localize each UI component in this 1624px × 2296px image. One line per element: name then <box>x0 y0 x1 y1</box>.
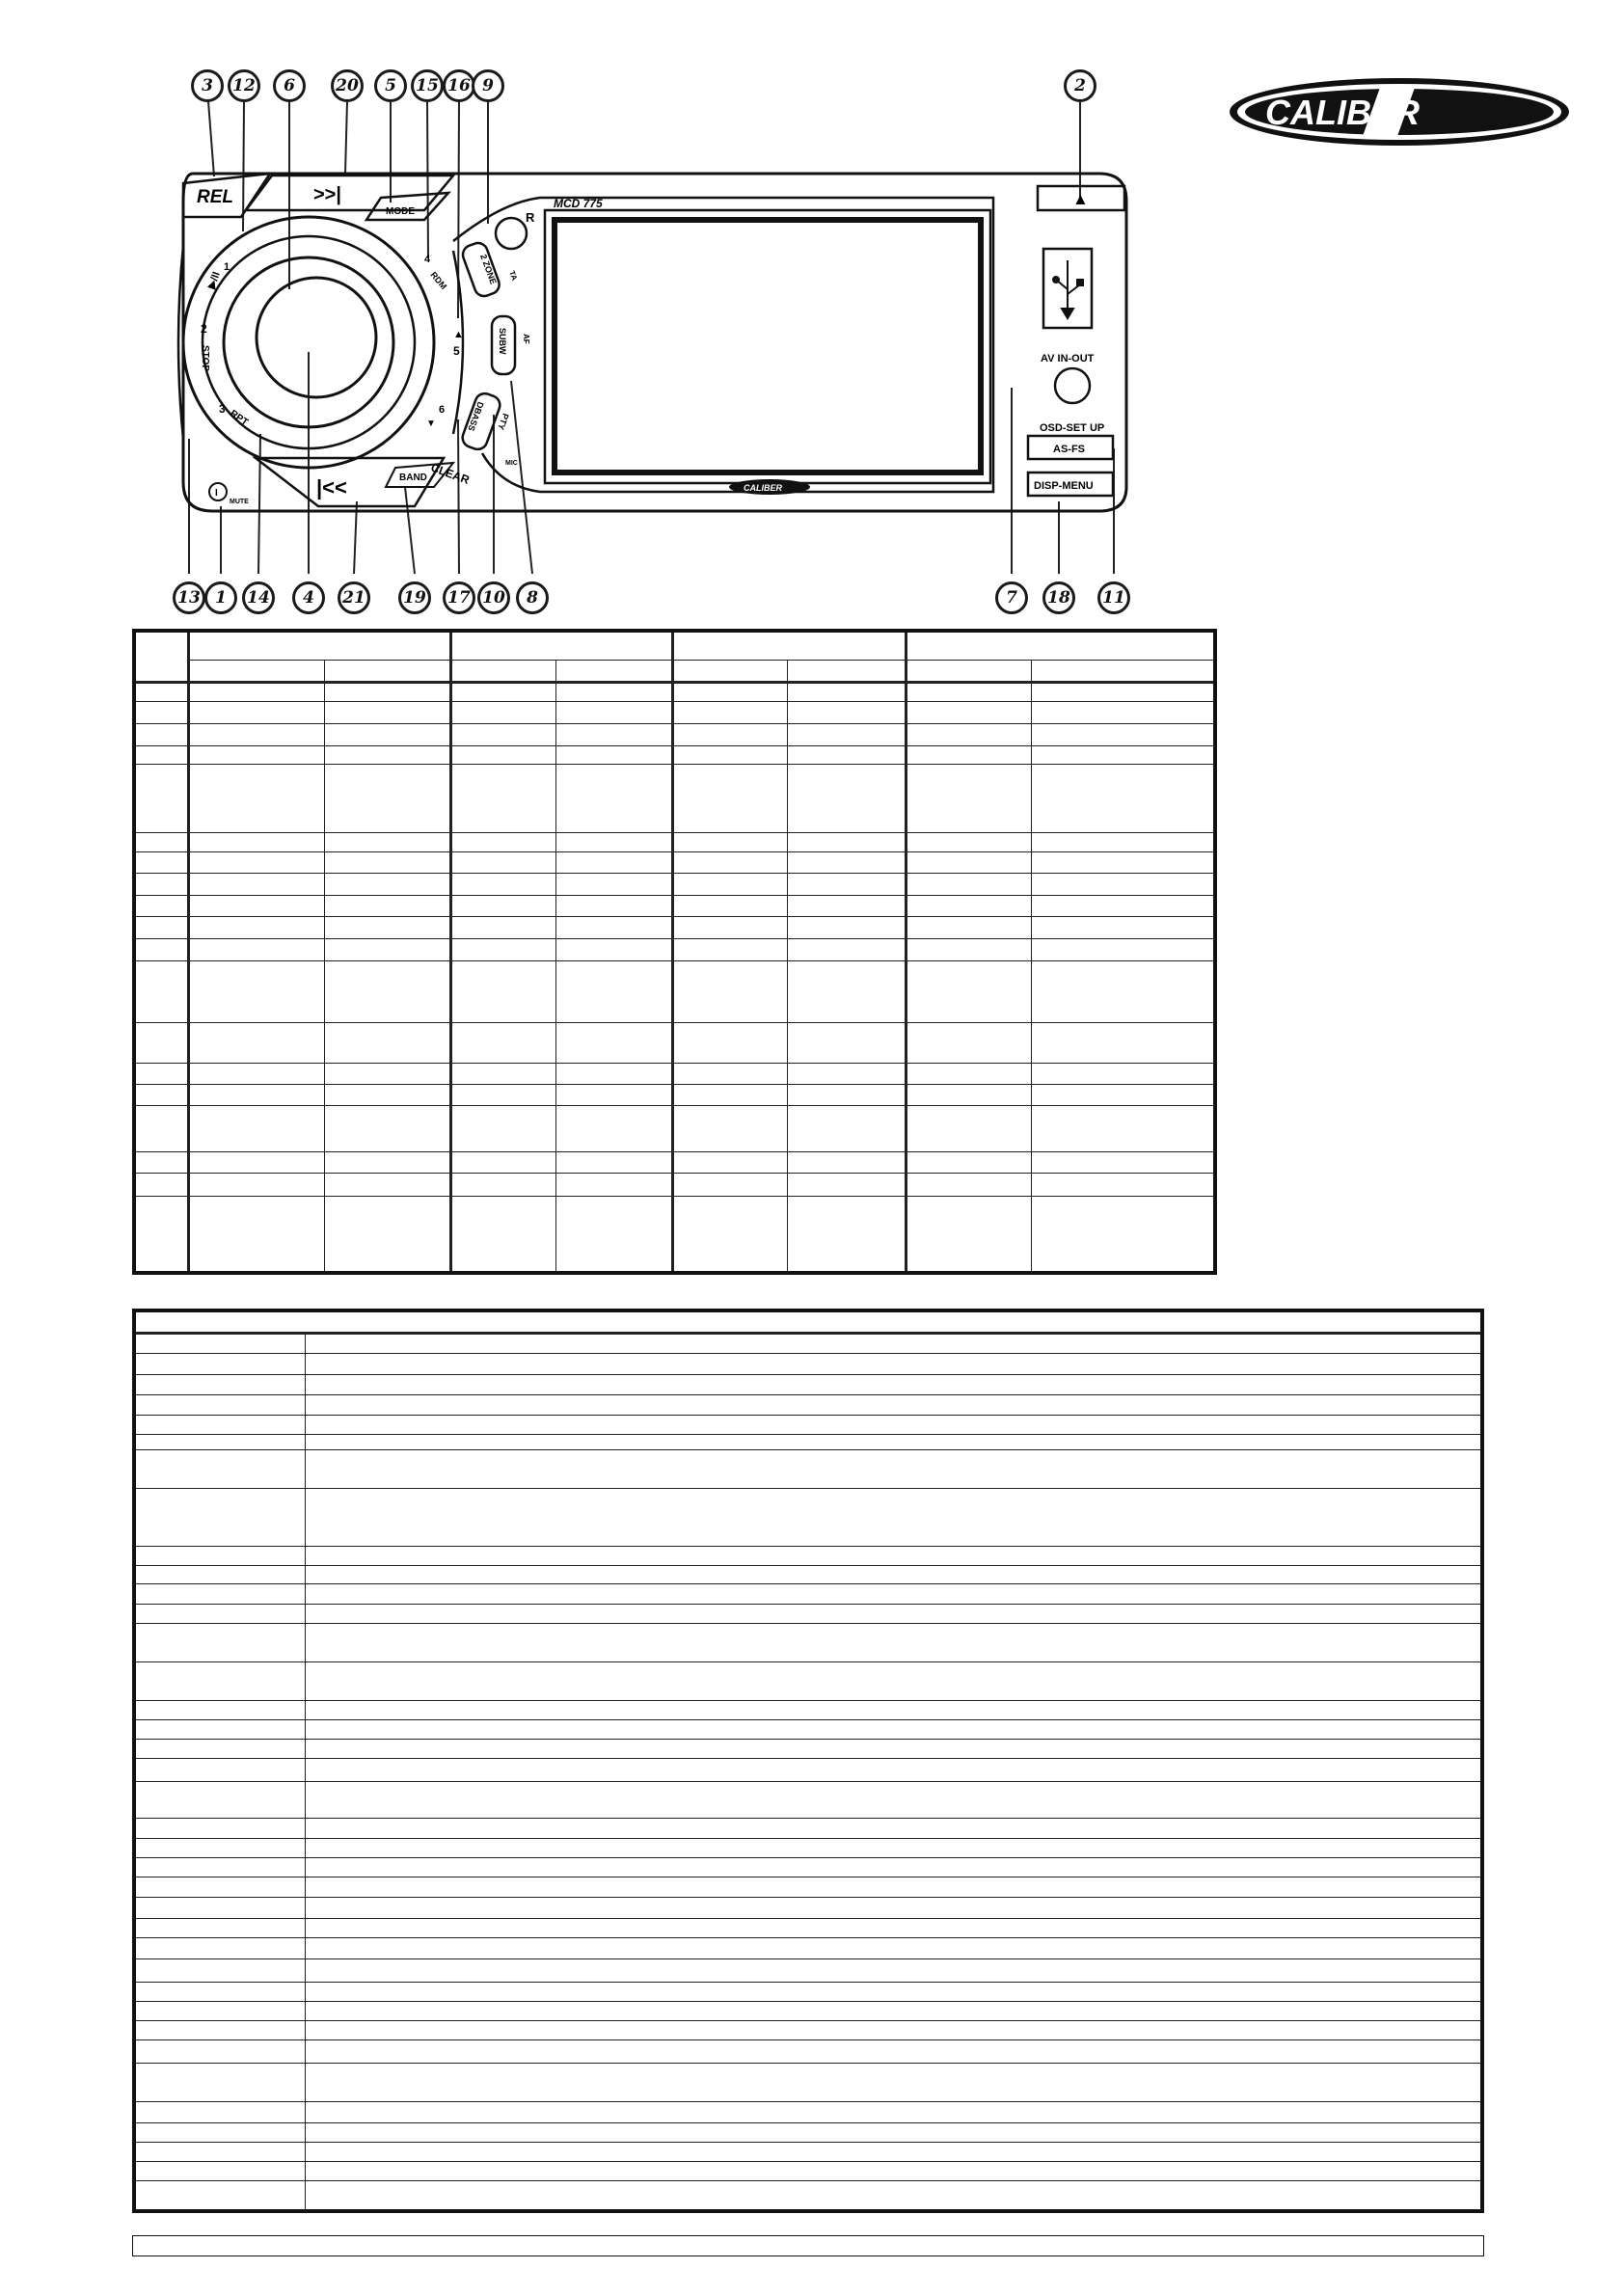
callout-7: 7 <box>995 581 1028 614</box>
screen-logo: CALIBER <box>744 483 782 493</box>
preset-2-label: STOP <box>200 345 210 372</box>
callout-4: 4 <box>292 581 325 614</box>
grid-row-line <box>136 895 1213 896</box>
desc-row-line <box>136 1434 1480 1435</box>
description-table <box>132 1309 1484 2213</box>
desc-col-line <box>305 1332 306 2213</box>
desc-row-line <box>136 1897 1480 1898</box>
desc-row-line <box>136 1374 1480 1375</box>
desc-row-line <box>136 1623 1480 1624</box>
reset-label: R <box>526 210 535 225</box>
desc-row-line <box>136 1918 1480 1919</box>
desc-row-line <box>136 1332 1480 1335</box>
desc-row-line <box>136 2001 1480 2002</box>
disp-menu-label: DISP-MENU <box>1034 480 1094 492</box>
subw-label: SUBW <box>498 328 507 355</box>
grid-col-line <box>1031 660 1032 1271</box>
preset-4-label: RDM <box>428 269 449 291</box>
callout-15: 15 <box>411 69 444 102</box>
callout-16: 16 <box>443 69 475 102</box>
desc-row-line <box>136 1488 1480 1489</box>
desc-row-line <box>136 1958 1480 1959</box>
grid-col-line <box>787 660 788 1271</box>
grid-row-line <box>187 660 1213 661</box>
desc-row-line <box>136 1719 1480 1720</box>
callout-2: 2 <box>1064 69 1096 102</box>
grid-row-line <box>136 851 1213 852</box>
grid-col-line <box>905 633 907 1271</box>
callout-13: 13 <box>173 581 205 614</box>
mic-label: MIC <box>505 460 518 467</box>
desc-row-line <box>136 1937 1480 1938</box>
desc-row-line <box>136 1449 1480 1450</box>
callout-12: 12 <box>228 69 260 102</box>
desc-row-line <box>136 2180 1480 2181</box>
af-label: AF <box>522 334 530 344</box>
front-panel-diagram <box>0 0 1624 617</box>
callout-21: 21 <box>338 581 370 614</box>
grid-row-line <box>136 1151 1213 1152</box>
desc-row-line <box>136 1661 1480 1662</box>
desc-row-line <box>136 2122 1480 2123</box>
preset-6-label: ▼ <box>426 419 436 429</box>
av-in-out-label: AV IN-OUT <box>1041 353 1095 365</box>
grid-row-line <box>136 1105 1213 1106</box>
desc-row-line <box>136 2063 1480 2064</box>
grid-col-line <box>449 633 452 1271</box>
grid-row-line <box>136 681 1213 684</box>
desc-row-line <box>136 2039 1480 2040</box>
prev-label: |<< <box>316 475 347 500</box>
callout-6: 6 <box>273 69 306 102</box>
desc-row-line <box>136 1415 1480 1416</box>
grid-row-line <box>136 1022 1213 1023</box>
preset-3-label: RPT <box>228 408 250 428</box>
grid-row-line <box>136 1196 1213 1197</box>
band-label: BAND <box>399 473 427 483</box>
callout-3: 3 <box>191 69 224 102</box>
eject-label: ▲ <box>1072 190 1089 208</box>
grid-row-line <box>136 1084 1213 1085</box>
model-label: MCD 775 <box>554 197 603 210</box>
power-label: I <box>215 488 218 499</box>
grid-col-line <box>555 660 556 1271</box>
desc-row-line <box>136 1781 1480 1782</box>
desc-row-line <box>136 1739 1480 1740</box>
callout-17: 17 <box>443 581 475 614</box>
callout-11: 11 <box>1097 581 1130 614</box>
grid-row-line <box>136 745 1213 746</box>
desc-row-line <box>136 1353 1480 1354</box>
grid-row-line <box>136 1173 1213 1174</box>
grid-col-line <box>671 633 674 1271</box>
ta-label: TA <box>507 269 520 283</box>
preset-5-num: 5 <box>453 344 460 358</box>
callout-5: 5 <box>374 69 407 102</box>
preset-2-num: 2 <box>201 322 207 336</box>
desc-row-line <box>136 2101 1480 2102</box>
callout-8: 8 <box>516 581 549 614</box>
dbass-label: DBASS <box>466 400 486 433</box>
preset-1-num: 1 <box>224 261 230 273</box>
desc-row-line <box>136 1565 1480 1566</box>
preset-1-label: ▶/II <box>205 270 223 291</box>
pty-label: PTY <box>496 412 511 432</box>
grid-row-line <box>136 701 1213 702</box>
grid-row-line <box>136 873 1213 874</box>
desc-row-line <box>136 2142 1480 2143</box>
grid-row-line <box>136 723 1213 724</box>
clear-label: CLEAR <box>428 460 472 487</box>
mute-label: MUTE <box>230 499 249 505</box>
grid-row-line <box>136 916 1213 917</box>
as-fs-label: AS-FS <box>1053 444 1085 455</box>
desc-row-line <box>136 2161 1480 2162</box>
zone-label: 2 ZONE <box>478 253 499 286</box>
footer-box <box>132 2235 1484 2256</box>
callout-19: 19 <box>398 581 431 614</box>
preset-6-num: 6 <box>439 404 446 416</box>
callout-1: 1 <box>204 581 237 614</box>
desc-row-line <box>136 1982 1480 1983</box>
desc-row-line <box>136 1546 1480 1547</box>
desc-row-line <box>136 1700 1480 1701</box>
grid-row-line <box>136 764 1213 765</box>
callout-18: 18 <box>1042 581 1075 614</box>
function-grid-table <box>132 629 1217 1275</box>
callout-9: 9 <box>472 69 504 102</box>
caliber-logo <box>1227 75 1572 149</box>
desc-row-line <box>136 2020 1480 2021</box>
rel-label: REL <box>197 187 233 207</box>
grid-row-line <box>136 1063 1213 1064</box>
callout-20: 20 <box>331 69 364 102</box>
grid-col-line <box>324 660 325 1271</box>
callout-14: 14 <box>242 581 275 614</box>
desc-row-line <box>136 1604 1480 1605</box>
grid-row-line <box>136 960 1213 961</box>
mode-label: MODE <box>386 206 415 217</box>
desc-row-line <box>136 1758 1480 1759</box>
preset-5-label: ▲ <box>453 329 464 340</box>
grid-row-line <box>136 832 1213 833</box>
desc-row-line <box>136 1838 1480 1839</box>
preset-3-num: 3 <box>219 402 226 416</box>
preset-4-num: 4 <box>424 254 431 265</box>
osd-setup-label: OSD-SET UP <box>1040 422 1105 434</box>
desc-row-line <box>136 1818 1480 1819</box>
desc-row-line <box>136 1857 1480 1858</box>
desc-row-line <box>136 1583 1480 1584</box>
desc-row-line <box>136 1394 1480 1395</box>
grid-row-line <box>136 938 1213 939</box>
next-label: >>| <box>313 184 341 205</box>
callout-10: 10 <box>477 581 510 614</box>
grid-col-line <box>187 633 190 1271</box>
logo-text: CALIBER <box>1265 93 1420 132</box>
